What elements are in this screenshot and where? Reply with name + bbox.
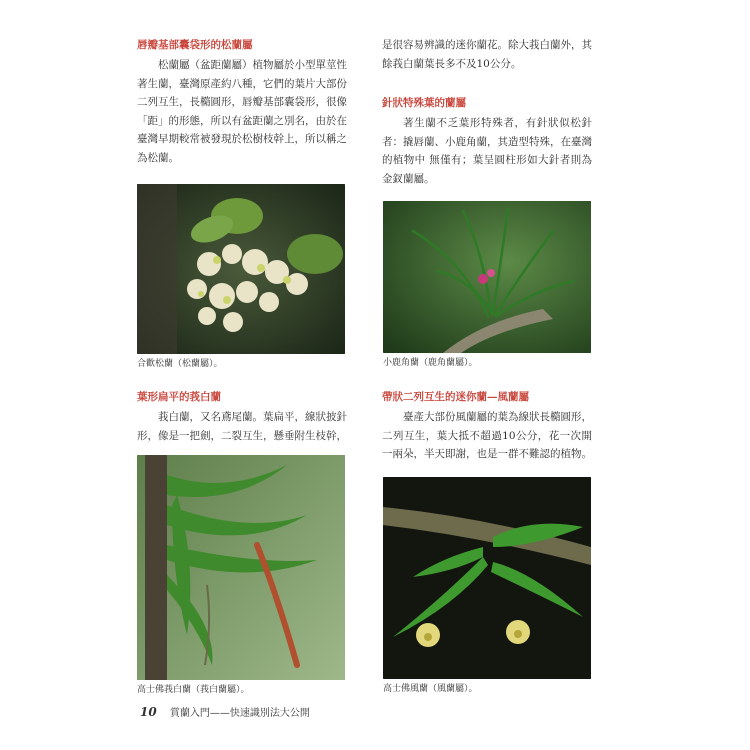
section-thrixspermum	[382, 390, 592, 464]
photo-small-antler-orchid	[383, 201, 591, 353]
section-heading: 葉形扁平的莪白蘭	[137, 391, 221, 403]
photo-caption: 合歡松蘭（松蘭屬）。	[137, 359, 223, 369]
section-heading: 針狀特殊葉的蘭屬	[382, 97, 466, 109]
section-paragraph: 著生蘭不乏葉形特殊者，有針狀似松針者：撬唇蘭、小鹿角蘭，其造型特殊，在臺灣的植物中 無僅有；葉呈圓柱形如大針者則為金釵蘭屬。	[382, 117, 592, 185]
figure-small-antler-orchid	[383, 201, 591, 369]
book-title: 賞蘭入門——快速識別法大公開	[169, 708, 310, 719]
section-heading: 帶狀二列互生的迷你蘭—風蘭屬	[382, 391, 529, 403]
photo-caption: 高士佛莪白蘭（莪白蘭屬）。	[137, 685, 250, 695]
section-pot-spur-orchid	[137, 38, 347, 167]
page-number: 10	[140, 705, 157, 719]
section-paragraph: 臺產大部份風蘭屬的葉為線狀長橢圓形，二列互生，葉大抵不超過10公分，花一次開一兩朵，半天即謝，也是一群不難認的植物。	[382, 411, 592, 460]
section-paragraph: 松蘭屬（盆距蘭屬）植物屬於小型單莖性著生蘭，臺灣原產約八種，它們的葉片大部份二列互生，長橢圓形，唇瓣基部囊袋形，很像「距」的形態，所以有盆距蘭之別名，由於在臺灣早期較常被發現於松樹枝幹上，所以稱之為松蘭。	[137, 59, 347, 164]
section-oberonia-continued	[382, 36, 592, 73]
photo-kaoshihfo-wind-orchid	[383, 477, 591, 679]
section-oberonia	[137, 390, 347, 445]
section-paragraph: 莪白蘭，又名鳶尾蘭。葉扁平，線狀披針形，像是一把劍，二裂互生，懸垂附生枝幹，	[137, 411, 347, 442]
section-heading: 唇瓣基部囊袋形的松蘭屬	[137, 39, 253, 51]
section-paragraph: 是很容易辨識的迷你蘭花。除大莪白蘭外，其餘莪白蘭葉長多不及10公分。	[382, 39, 592, 70]
figure-kaoshihfo-wind-orchid	[383, 477, 591, 695]
photo-kaoshihfo-oberonia	[137, 455, 345, 680]
section-needle-leaf-orchids	[382, 96, 592, 188]
photo-caption: 小鹿角蘭（鹿角蘭屬）。	[383, 358, 478, 368]
figure-hehuan-orchid	[137, 184, 345, 370]
figure-kaoshihfo-oberonia	[137, 455, 345, 696]
photo-hehuan-orchid	[137, 184, 345, 354]
page-footer	[140, 704, 310, 719]
photo-caption: 高士佛風蘭（風蘭屬）。	[383, 684, 478, 694]
